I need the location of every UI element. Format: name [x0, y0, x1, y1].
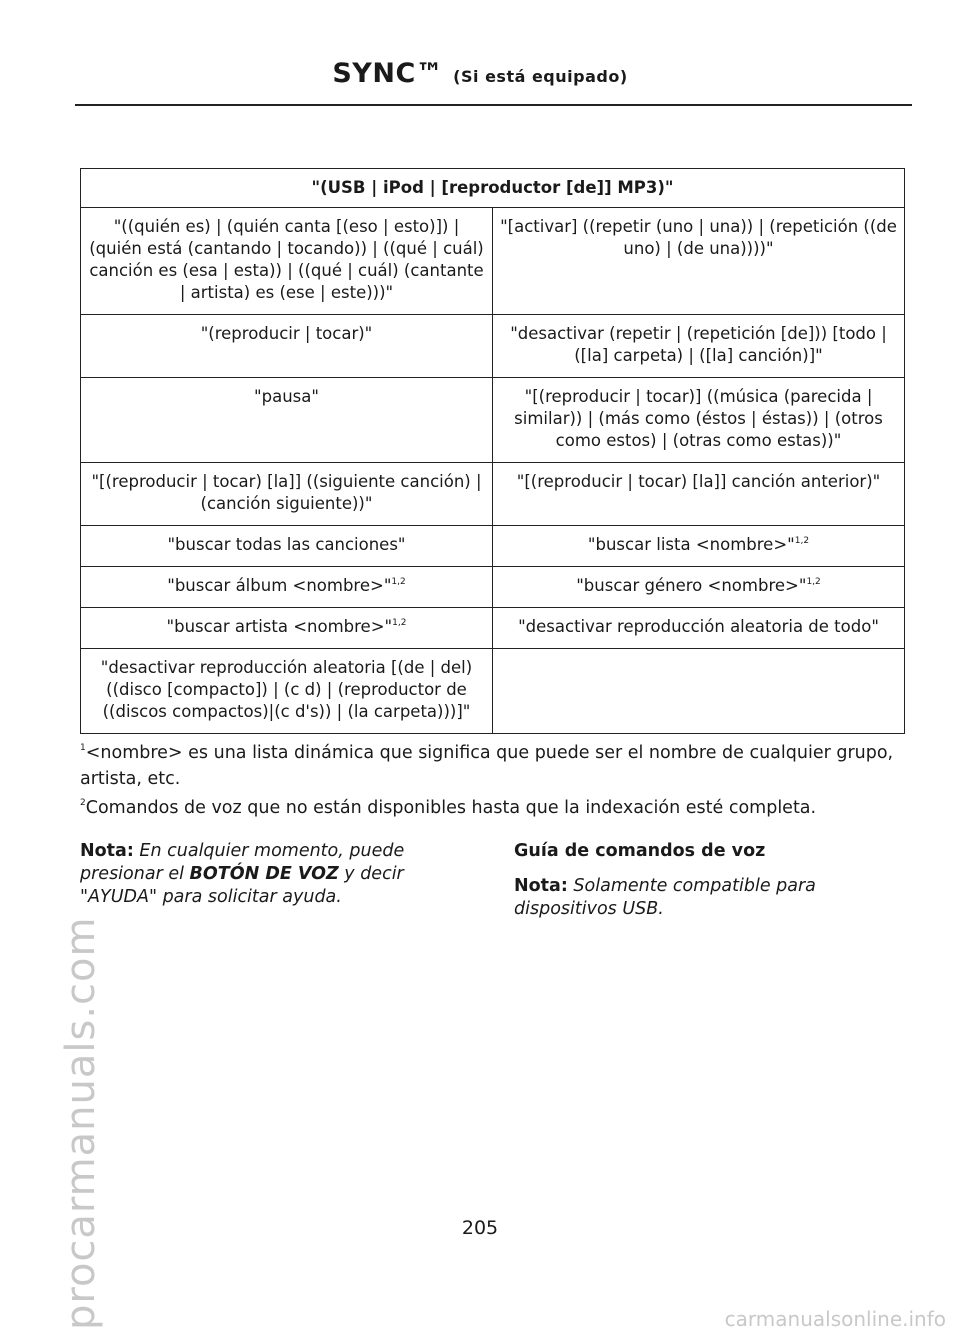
table-header-row — [81, 169, 905, 208]
table-cell-left — [81, 378, 493, 463]
command-text: "buscar álbum <nombre>" — [167, 576, 392, 595]
command-text: "((quién es) | (quién canta [(eso | esto)]) | (quién está (cantando | tocando)) | ((qué | cuál) canción es (esa | esta)) | ((qué | cuál) (cantante | artista) es (ese | este)))" — [89, 217, 484, 302]
section-heading: Guía de comandos de voz — [514, 841, 766, 861]
table-cell-left — [81, 315, 493, 378]
voice-button-name: BOTÓN DE VOZ — [189, 864, 339, 884]
note-label: Nota: — [514, 876, 568, 896]
watermark-bottom: carmanualsonline.info — [724, 1307, 946, 1331]
table-cell-left — [81, 608, 493, 649]
watermark-left: procarmanuals.com — [58, 916, 104, 1330]
footnote-ref: 1,2 — [391, 577, 406, 587]
command-text: "buscar todas las canciones" — [167, 535, 406, 554]
table-cell-left — [81, 463, 493, 526]
table-cell-right — [493, 567, 905, 608]
command-text: "[activar] ((repetir (uno | una)) | (repetición ((de uno) | (de una))))" — [500, 217, 897, 258]
footnote-ref: 1,2 — [392, 618, 407, 628]
table-cell-right — [493, 315, 905, 378]
table-row — [81, 526, 905, 567]
section-subtitle: (Si está equipado) — [453, 67, 628, 86]
table-row — [81, 649, 905, 734]
footnote-mark: 1 — [80, 743, 86, 753]
voice-commands-table — [80, 168, 905, 734]
footnote-1 — [80, 740, 900, 792]
table-cell-left — [81, 567, 493, 608]
command-text: "pausa" — [254, 387, 319, 406]
table-cell-left — [81, 526, 493, 567]
command-text: "buscar género <nombre>" — [576, 576, 807, 595]
section-title: SYNC™ — [332, 58, 444, 89]
note-label: Nota: — [80, 841, 134, 861]
table-cell-left — [81, 649, 493, 734]
table-cell-right — [493, 463, 905, 526]
left-column — [80, 840, 430, 921]
command-text: "desactivar reproducción aleatoria de todo" — [518, 617, 879, 636]
footnote-ref: 1,2 — [806, 577, 821, 587]
table-cell-right — [493, 649, 905, 734]
footnote-mark: 2 — [80, 798, 86, 808]
table-row — [81, 315, 905, 378]
table-heading: "(USB | iPod | [reproductor [de]] MP3)" — [81, 169, 905, 208]
command-text: "(reproducir | tocar)" — [200, 324, 373, 343]
command-text: "[(reproducir | tocar) [la]] canción anterior)" — [516, 472, 881, 491]
note-text-after: y decir "AYUDA" para solicitar ayuda. — [80, 864, 404, 907]
table-cell-right — [493, 608, 905, 649]
table-row — [81, 567, 905, 608]
command-text: "[(reproducir | tocar) [la]] ((siguiente canción) | (canción siguiente))" — [91, 472, 482, 513]
table-cell-left — [81, 208, 493, 315]
command-text: "desactivar reproducción aleatoria [(de | del) ((disco [compacto]) | (c d) | (reproductor de ((discos compactos)|(c d's)) | (la carpeta)))]" — [100, 658, 473, 721]
table-body — [81, 208, 905, 734]
right-column — [514, 840, 864, 933]
table-row — [81, 208, 905, 315]
footnote-text: <nombre> es una lista dinámica que significa que puede ser el nombre de cualquier grupo, artista, etc. — [80, 743, 894, 789]
usb-note — [514, 875, 864, 921]
table-cell-right — [493, 526, 905, 567]
page-header — [0, 58, 960, 89]
note-text: Solamente compatible para dispositivos USB. — [514, 876, 816, 919]
table-cell-right — [493, 378, 905, 463]
command-text: "buscar artista <nombre>" — [166, 617, 393, 636]
page-number: 205 — [461, 1217, 499, 1239]
command-text: "buscar lista <nombre>" — [587, 535, 795, 554]
table-row — [81, 608, 905, 649]
note-text-before: En cualquier momento, puede presionar el — [80, 841, 405, 884]
command-text: "[(reproducir | tocar)] ((música (parecida | similar)) | (más como (éstos | éstas)) | (otros como estos) | (otras como estas))" — [514, 387, 883, 450]
command-text: "desactivar (repetir | (repetición [de])) [todo | ([la] carpeta) | ([la] canción)]" — [510, 324, 887, 365]
header-divider — [75, 104, 912, 106]
table-row — [81, 463, 905, 526]
footnote-ref: 1,2 — [794, 536, 810, 546]
help-note — [80, 840, 430, 909]
footnote-2 — [80, 795, 900, 821]
table-row — [81, 378, 905, 463]
footnote-text: Comandos de voz que no están disponibles hasta que la indexación esté completa. — [85, 798, 817, 818]
table-cell-right — [493, 208, 905, 315]
